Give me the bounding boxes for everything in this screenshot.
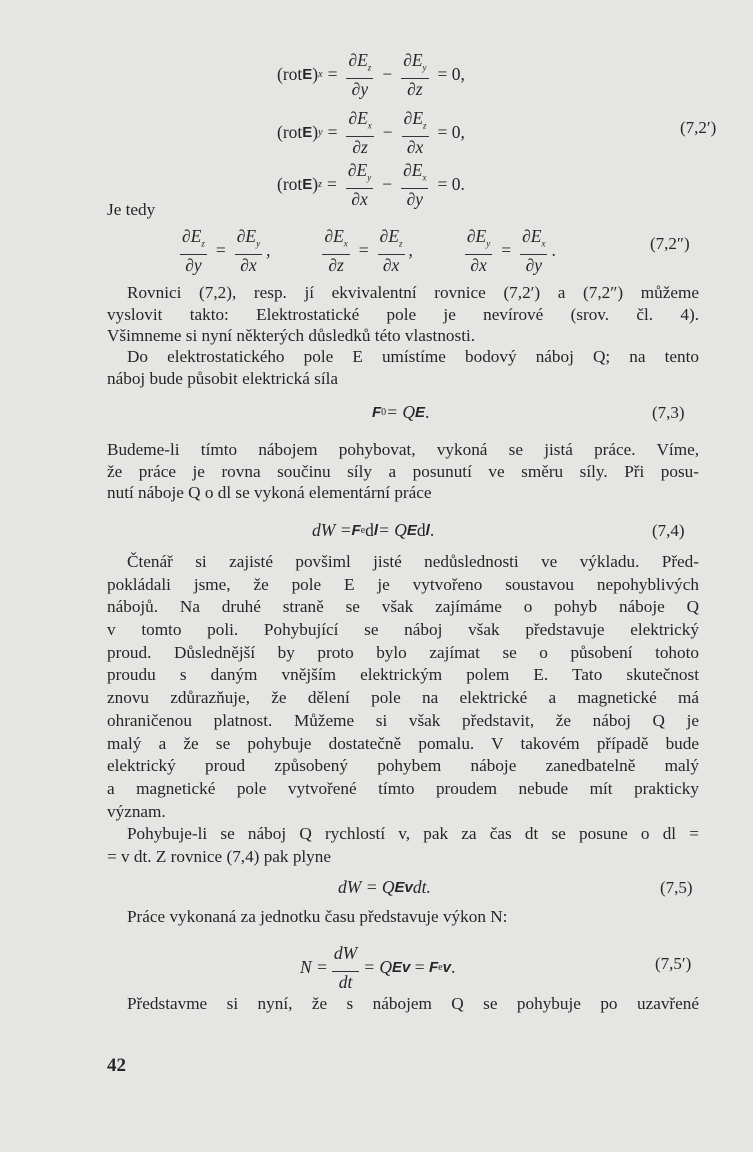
denominator: ∂x: [351, 188, 368, 209]
denominator: ∂z: [328, 254, 344, 275]
equation-label: (7,3): [652, 403, 685, 422]
equals: =: [501, 239, 512, 260]
equation-label: (7,5): [660, 878, 693, 897]
equals: =: [327, 63, 338, 84]
text-line: Představme si nyní, že s nábojem Q se pohybuje po uzavřené: [127, 994, 699, 1013]
equals: =: [358, 239, 369, 260]
eq-text: = Q: [386, 402, 415, 422]
fraction: [401, 50, 428, 99]
denominator: dt: [338, 971, 353, 992]
fraction: [235, 226, 262, 275]
equation-7-3: [372, 402, 429, 423]
numerator: [465, 226, 492, 255]
subscript: x: [318, 68, 323, 80]
period: .: [425, 402, 430, 422]
subscript: z: [318, 178, 323, 190]
numerator-text: ∂E: [236, 226, 257, 246]
fraction: [346, 108, 373, 157]
equation-label: (7,2′): [680, 118, 717, 137]
numerator-text: ∂E: [466, 226, 487, 246]
je-tedy-text: Je tedy: [107, 200, 156, 219]
equals: =: [215, 239, 226, 260]
equals: =: [327, 121, 338, 142]
fraction: [322, 226, 349, 275]
equation-7-4: [312, 520, 434, 541]
equals: =: [410, 956, 429, 977]
equation-rot-z: [277, 160, 470, 209]
eq-text: d: [416, 520, 426, 540]
vector-e: E: [406, 522, 417, 539]
numerator: [235, 226, 262, 255]
paren: ): [312, 173, 319, 194]
numerator: [401, 50, 428, 79]
text-line: proudu s daným vnějším elektrickým polem E. Tato skutečnost: [107, 665, 699, 685]
denominator: ∂y: [185, 254, 202, 275]
vector-ev: Ev: [394, 879, 413, 896]
numerator-text: ∂E: [324, 226, 344, 246]
equation-label: (7,5′): [655, 954, 692, 973]
eq-text: dW = Q: [338, 877, 395, 897]
denominator: ∂x: [470, 254, 487, 275]
denominator: ∂x: [240, 254, 257, 275]
text-line: = v dt. Z rovnice (7,4) pak plyne: [107, 846, 331, 866]
subscript: e: [438, 961, 443, 973]
text-line: elektrický proud způsobený pohybem náboje zanedbatelně malý: [107, 756, 699, 776]
numerator-text: ∂E: [348, 50, 368, 70]
fraction: [520, 226, 547, 275]
equation-label: (7,2″): [650, 234, 690, 253]
numerator-subscript: y: [256, 238, 261, 249]
text-line: Všimneme si nyní některých důsledků této vlastnosti.: [107, 326, 476, 346]
fraction: [378, 226, 405, 275]
numerator-text: dW: [333, 943, 358, 963]
numerator-subscript: x: [422, 172, 427, 183]
numerator-subscript: y: [367, 172, 372, 183]
equation-label: (7,4): [652, 521, 685, 540]
vector-ev: Ev: [392, 958, 411, 976]
numerator-text: ∂E: [379, 226, 400, 246]
minus: −: [382, 63, 393, 84]
fraction: [346, 160, 373, 209]
denominator: ∂y: [525, 254, 542, 275]
denominator: ∂x: [382, 254, 400, 275]
fraction: [180, 226, 207, 275]
page-number: 42: [107, 1055, 126, 1076]
numerator-subscript: x: [343, 238, 348, 249]
rot-label: (rot: [277, 63, 303, 84]
numerator-subscript: y: [422, 62, 427, 73]
vector-e: E: [302, 175, 313, 193]
text-line: náboj bude působit elektrická síla: [107, 368, 339, 388]
fraction: [401, 160, 428, 209]
comma: ,: [408, 239, 413, 260]
numerator-text: ∂E: [347, 160, 368, 180]
denominator: ∂z: [407, 78, 423, 99]
numerator: [520, 226, 547, 255]
numerator-subscript: z: [423, 120, 427, 131]
paragraph: [107, 993, 699, 1016]
text-line: že práce je rovna součinu síly a posunutí ve směru síly. Při posu-: [107, 461, 699, 481]
numerator-subscript: z: [367, 62, 372, 73]
numerator-text: ∂E: [348, 108, 368, 128]
numerator-subscript: x: [367, 120, 372, 131]
text-line: Pohybuje-li se náboj Q rychlostí v, pak za čas dt se posune o dl =: [127, 824, 699, 843]
equation-rot-x: [277, 50, 470, 99]
vector-l: l: [425, 522, 430, 539]
text-line: Čtenář si zajisté povšiml jisté nedůslednosti ve výkladu. Před-: [127, 552, 699, 571]
text-line: nábojů. Na druhé straně se však zajímáme o pohyb náboje Q: [107, 597, 699, 617]
numerator-subscript: x: [541, 238, 546, 249]
numerator: [346, 160, 373, 189]
numerator: [402, 108, 429, 137]
equation-rot-y: [277, 108, 470, 157]
denominator: ∂y: [351, 78, 369, 99]
paren: ): [312, 63, 319, 84]
text-line: Práce vykonaná za jednotku času představuje výkon N:: [127, 907, 508, 926]
vector-e: E: [415, 404, 426, 421]
subscript: y: [318, 126, 323, 138]
text-line: malý a že se pohybuje dostatečně pomalu. V takovém případě bude: [107, 733, 699, 753]
period: .: [429, 520, 435, 540]
period: .: [551, 239, 556, 260]
period: .: [450, 956, 456, 977]
text-line: vyslovit takto: Elektrostatické pole je nevírové (srov. čl. 4).: [107, 304, 699, 324]
subscript: e: [360, 525, 366, 536]
numerator-text: ∂E: [403, 50, 423, 70]
vector-e: E: [302, 123, 313, 141]
text-line: a magnetické pole vytvořené tímto proudem nebude mít prakticky: [107, 778, 699, 798]
text-line: Rovnici (7,2), resp. jí ekvivalentní rovnice (7,2′) a (7,2″) můžeme: [127, 283, 699, 302]
equation-7-2pp: [176, 226, 556, 275]
numerator-subscript: z: [201, 238, 205, 249]
eq-text: = Q: [378, 520, 407, 540]
equation-7-5: [338, 877, 431, 898]
numerator-subscript: y: [486, 238, 491, 249]
numerator-text: ∂E: [403, 108, 424, 128]
fraction: [465, 226, 492, 275]
vector-v: v: [442, 958, 451, 976]
eq-text: d: [365, 520, 374, 540]
text-line: ohraničenou platnost. Můžeme si však představit, že náboj Q je: [107, 710, 699, 730]
denominator: ∂x: [406, 136, 424, 157]
rot-label: (rot: [277, 121, 303, 142]
eq-text: dt.: [412, 877, 431, 897]
numerator-subscript: z: [399, 238, 403, 249]
subscript: 0: [381, 407, 387, 418]
eq-text: dW =: [312, 520, 352, 540]
vector-l: l: [373, 522, 379, 539]
paragraph: [107, 346, 699, 389]
equals: =: [327, 173, 337, 194]
paragraph: [107, 906, 699, 929]
paragraph: [107, 551, 699, 823]
paragraph: [107, 282, 699, 347]
rhs: = 0,: [437, 121, 465, 142]
text-line: proud. Důslednější by proto bylo zajímat se o působení tohoto: [107, 642, 699, 662]
rhs: = 0,: [437, 63, 465, 84]
text-line: Do elektrostatického pole E umístíme bodový náboj Q; na tento: [127, 347, 699, 366]
rhs: = 0.: [437, 173, 465, 194]
numerator: [322, 226, 349, 255]
equation-7-5p: [300, 943, 455, 992]
text-line: význam.: [107, 801, 166, 821]
vector-f: F: [429, 958, 439, 976]
comma: ,: [266, 239, 271, 260]
text-line: v tomto poli. Pohybující se náboj však představuje elektrický: [107, 620, 699, 640]
fraction: [402, 108, 429, 157]
numerator-text: ∂E: [522, 226, 542, 246]
numerator-text: ∂E: [182, 226, 202, 246]
numerator: [346, 108, 373, 137]
text-line: Budeme-li tímto nábojem pohybovat, vykoná se jistá práce. Víme,: [107, 440, 699, 459]
vector-f: F: [372, 404, 382, 421]
numerator-text: ∂E: [403, 160, 423, 180]
fraction: [332, 943, 359, 992]
eq-text: N =: [300, 956, 328, 977]
text-line: pokládali jsme, že pole E je vytvořeno soustavou nepohyblivých: [107, 574, 699, 594]
fraction: [346, 50, 373, 99]
rot-label: (rot: [277, 173, 303, 194]
denominator: ∂y: [406, 188, 423, 209]
text-line: nutí náboje Q o dl se vykoná elementární práce: [107, 483, 432, 503]
paragraph: [107, 823, 699, 868]
minus: −: [382, 173, 393, 194]
paragraph: [107, 439, 699, 504]
eq-text: = Q: [363, 956, 393, 977]
denominator: ∂z: [352, 136, 368, 157]
vector-f: F: [351, 522, 361, 539]
numerator: [332, 943, 359, 972]
vector-e: E: [302, 65, 313, 83]
numerator: [180, 226, 207, 255]
numerator: [378, 226, 405, 255]
minus: −: [382, 121, 393, 142]
paren: ): [312, 121, 319, 142]
numerator: [346, 50, 373, 79]
text-line: znovu zdůrazňuje, že dělení pole na elektrické a magnetické má: [107, 688, 699, 708]
numerator: [401, 160, 428, 189]
